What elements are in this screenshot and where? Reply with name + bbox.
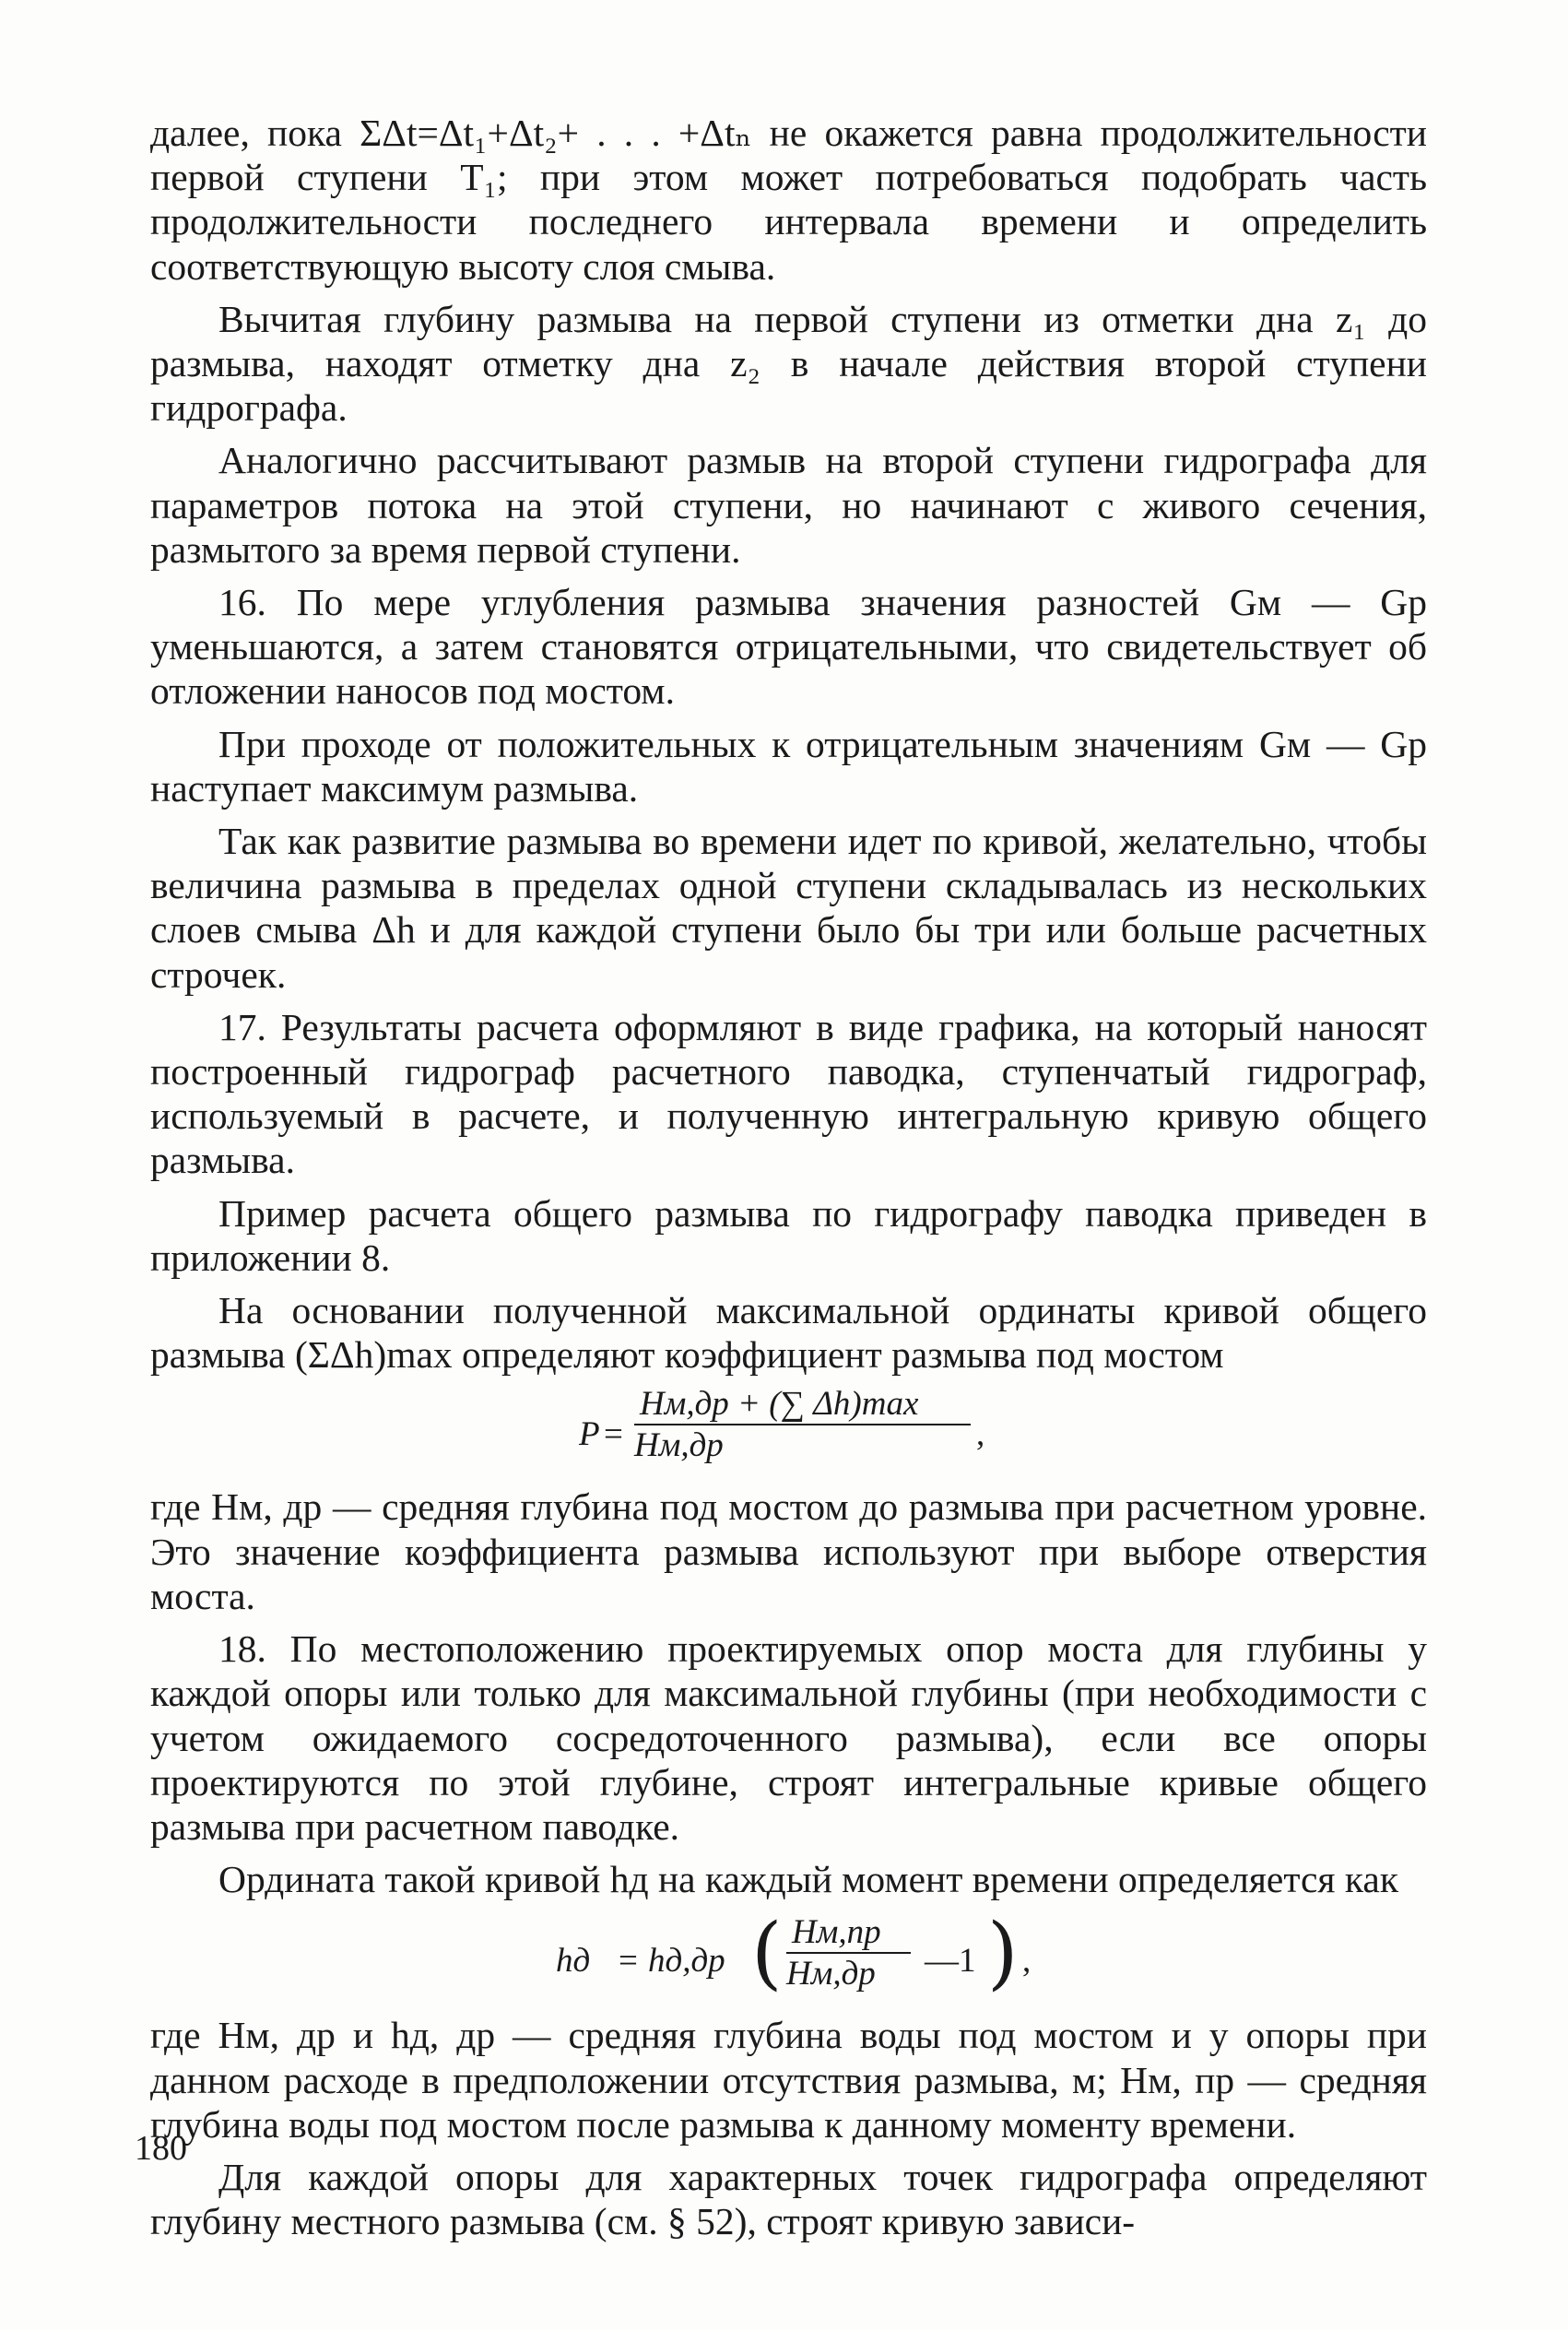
paragraph-14: Для каждой опоры для характерных точек гидрографа определяют глубину местного размыва (см. § 52), строят кривую зависи-	[150, 2155, 1427, 2243]
paragraph-12: Ордината такой кривой hд на каждый момент времени определяется как	[218, 1858, 1398, 1901]
paragraph-7: 17. Результаты расчета оформляют в виде графика, на который наносят построенный гидрограф расчетного паводка, ступенчатый гидрограф, используемый в расчете, и полученную интегральную кривую общего размыва.	[150, 1005, 1427, 1182]
formula-p-comma: ,	[976, 1415, 985, 1454]
formula-h-equals: =	[619, 1942, 638, 1981]
paragraph-1: далее, пока ΣΔt=Δt₁+Δt₂+ . . . +Δtₙ не окажется равна продолжительности первой ступени T₁; при этом может потребоваться подобрать часть продолжительности последнего интервала времени и определить соответствующую высоту слоя смыва.	[150, 112, 1427, 288]
paragraph-6: Так как развитие размыва во времени идет по кривой, желательно, чтобы величина размыва в пределах одной ступени складывалась из нескольких слоев смыва Δh и для каждой ступени было бы три или больше расчетных строчек.	[150, 820, 1427, 996]
formula-p-fraction	[634, 1385, 971, 1466]
paragraph-10: где Hм, др — средняя глубина под мостом до размыва при расчетном уровне. Это значение коэффициента размыва используют при выборе отверстия моста.	[150, 1485, 1427, 1617]
paragraph-11: 18. По местоположению проектируемых опор моста для глубины у каждой опоры или только для максимальной глубины (при необходимости с учетом ожидаемого сосредоточенного размыва), если все опоры проектируются по этой глубине, строят интегральные кривые общего размыва при расчетном паводке.	[150, 1627, 1427, 1848]
body-text	[150, 111, 1427, 2252]
formula-h-left-paren: (	[751, 1907, 783, 2000]
paragraph-5: При проходе от положительных к отрицательным значениям Gм — Gр наступает максимум размыва.	[150, 722, 1427, 810]
formula-h-denominator: Hм,др	[786, 1955, 876, 1993]
formula-p-lhs: P	[579, 1415, 600, 1454]
formula-h-factor: hд,др	[648, 1942, 725, 1981]
paragraph-2: Вычитая глубину размыва на первой ступени из отметки дна z₁ до размыва, находят отметку дна z₂ в начале действия второй ступени гидрографа.	[150, 297, 1427, 430]
paragraph-13: где Hм, др и hд, др — средняя глубина воды под мостом и у опоры при данном расходе в предположении отсутствия размыва, м; Hм, пр — средняя глубина воды под мостом после размыва к данному моменту времени.	[150, 2014, 1427, 2146]
paragraph-3: Аналогично рассчитывают размыв на второй ступени гидрографа для параметров потока на этой ступени, но начинают с живого сечения, размытого за время первой ступени.	[150, 439, 1427, 571]
formula-p-equals: =	[604, 1415, 623, 1454]
formula-scour-coefficient	[150, 1385, 1427, 1477]
paragraph-4: 16. По мере углубления размыва значения разностей Gм — Gр уменьшаются, а затем становятся отрицательными, что свидетельствует об отложении наносов под мостом.	[150, 581, 1427, 713]
formula-h-lhs: hд	[556, 1942, 591, 1981]
formula-p-denominator: Hм,др	[634, 1426, 724, 1465]
page-number: 180	[135, 2129, 187, 2168]
formula-ordinate	[150, 1907, 1427, 2005]
formula-h-minus-one: —1	[925, 1942, 976, 1981]
formula-h-right-paren: )	[987, 1907, 1019, 2000]
paragraph-9: На основании полученной максимальной ординаты кривой общего размыва (ΣΔh)max определяют коэффициент размыва под мостом	[150, 1289, 1427, 1377]
paragraph-8: Пример расчета общего размыва по гидрографу паводка приведен в приложении 8.	[150, 1191, 1427, 1279]
formula-h-comma: ,	[1022, 1942, 1032, 1981]
formula-h-numerator: Hм,пр	[792, 1913, 881, 1952]
formula-p-numerator: Hм,др + (∑ Δh)max	[640, 1385, 919, 1424]
formula-h-fraction	[786, 1913, 911, 1994]
